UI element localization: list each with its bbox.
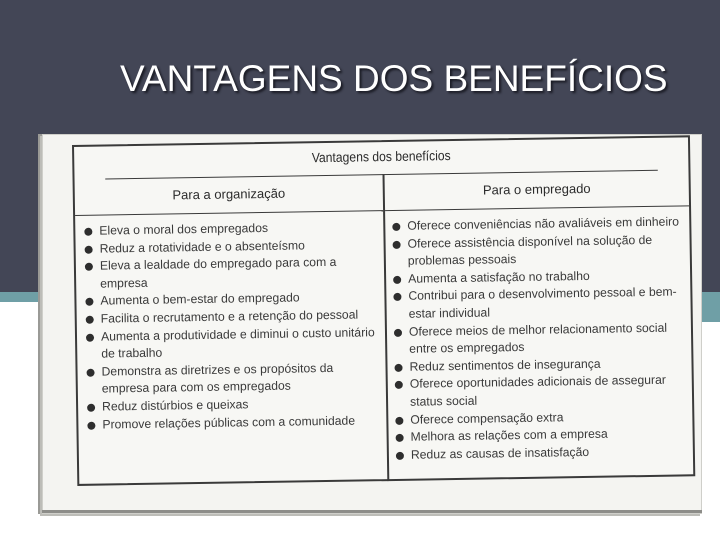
bullet-icon	[395, 416, 403, 424]
bullet-icon	[392, 223, 400, 231]
bullet-icon	[85, 298, 93, 306]
bullet-icon	[394, 364, 402, 372]
list-item-text: Demonstra as diretrizes e os propósitos da empresa para com os empregados	[101, 360, 334, 396]
list-item-text: Facilita o recrutamento e a retenção do pessoal	[100, 307, 359, 326]
list-item-text: Oferece compensação extra	[410, 409, 564, 427]
bullet-icon	[395, 381, 403, 389]
bullet-icon	[394, 328, 402, 336]
scan-page-edge	[42, 510, 702, 513]
slide-title: VANTAGENS DOS BENEFÍCIOS	[120, 58, 668, 99]
column-header-employee: Para o empregado	[384, 169, 689, 211]
list-item-text: Eleva a lealdade do empregado para com a empresa	[99, 255, 337, 291]
list-item	[392, 284, 689, 324]
list-item	[84, 253, 381, 293]
bullet-icon	[86, 316, 94, 324]
employee-benefits-list	[391, 213, 691, 464]
bullet-icon	[86, 333, 94, 341]
list-item-text: Contribui para o desenvolvimento pessoal e bem-estar individual	[408, 284, 677, 321]
bullet-icon	[87, 404, 95, 412]
bullet-icon	[396, 434, 404, 442]
list-item	[394, 372, 691, 412]
bullet-icon	[396, 452, 404, 460]
accent-bar	[700, 292, 720, 322]
list-item-text: Eleva o moral dos empregados	[99, 220, 269, 238]
table-title: Vantagens dos benefícios	[105, 138, 658, 180]
list-item-text: Aumenta a produtividade e diminui o custo unitário de trabalho	[100, 324, 375, 361]
list-item-text: Oferece oportunidades adicionais de assegurar status social	[409, 373, 666, 409]
bullet-icon	[85, 245, 93, 253]
list-item-text: Aumenta o bem-estar do empregado	[100, 290, 300, 308]
list-item-text: Promove relações públicas com a comunidade	[102, 413, 356, 432]
list-item-text: Oferece meios de melhor relacionamento social entre os empregados	[408, 320, 668, 356]
list-item	[86, 412, 382, 434]
organization-benefits-list	[83, 218, 382, 434]
list-item-text: Oferece assistência disponível na solução de problemas pessoais	[407, 232, 653, 268]
accent-bar	[0, 292, 40, 302]
list-item	[393, 319, 690, 359]
list-item-text: Reduz distúrbios e queixas	[102, 397, 249, 414]
column-divider	[382, 174, 388, 481]
scanned-table-image	[42, 134, 702, 514]
bullet-icon	[84, 228, 92, 236]
benefits-table	[72, 135, 695, 486]
list-item-text: Reduz as causas de insatisfação	[410, 444, 590, 462]
list-item	[395, 442, 691, 464]
bullet-icon	[87, 368, 95, 376]
list-item	[85, 359, 382, 399]
list-item	[391, 231, 688, 271]
bullet-icon	[393, 240, 401, 248]
column-header-organization: Para a organização	[75, 174, 384, 216]
bullet-icon	[85, 263, 93, 271]
list-item-text: Melhora as relações com a empresa	[410, 426, 608, 444]
list-item-text: Aumenta a satisfação no trabalho	[408, 268, 590, 286]
bullet-icon	[393, 276, 401, 284]
bullet-icon	[393, 293, 401, 301]
list-item	[85, 324, 382, 364]
bullet-icon	[87, 421, 95, 429]
list-item-text: Reduz sentimentos de insegurança	[409, 356, 601, 374]
list-item-text: Reduz a rotatividade e o absenteísmo	[99, 237, 306, 256]
list-item-text: Oferece conveniências não avaliáveis em dinheiro	[407, 214, 680, 233]
